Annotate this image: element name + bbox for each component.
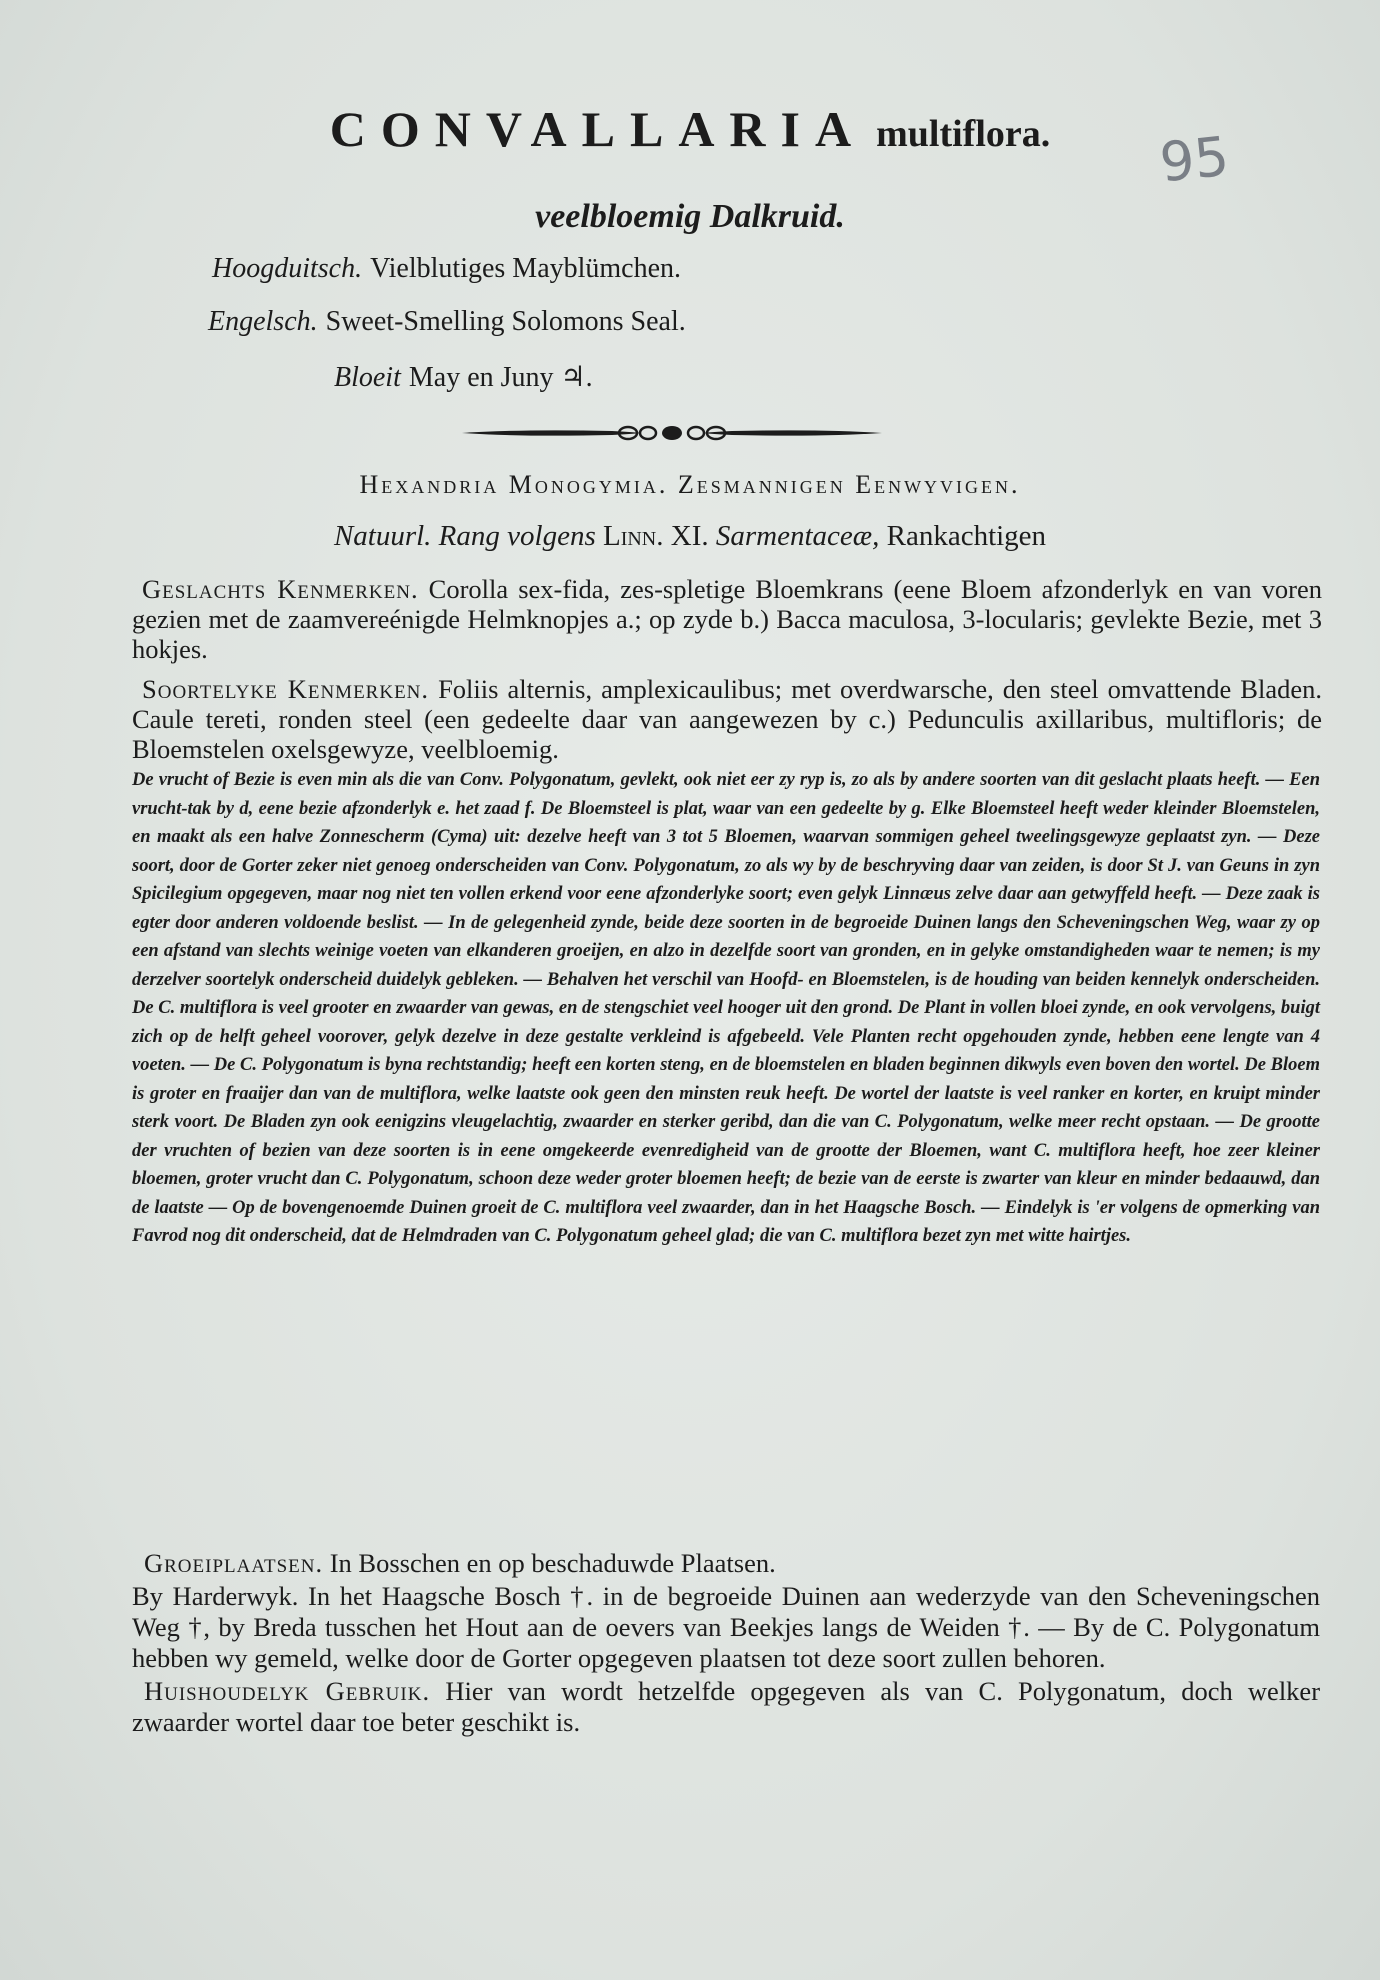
page-title [0, 100, 1380, 158]
common-name-label: Hoogduitsch. [212, 253, 363, 284]
notes-text: De vrucht of Bezie is even min als die van Conv. Polygonatum, gevlekt, ook niet eer zy ryp is, zo als by andere soorten van dit geslacht plaats heeft. — Een vrucht-tak by d, eene bezie afzonderlyk e. het zaad f. De Bloemsteel is plat, waar van een gedeelte by g. Elke Bloemsteel heeft weder kleinder Bloemstelen, en maakt als een halve Zonnescherm (Cyma) uit: dezelve heeft van 3 tot 5 Bloemen, waarvan sommigen geheel tweelingsgewyze geplaatst zyn. — Deze soort, door de Gorter zeker niet genoeg onderscheiden van Conv. Polygonatum, zo als wy by de beschryving daar van zeiden, is door St J. van Geuns in zyn Spicilegium opgegeven, maar nog niet ten vollen erkend voor eene afzonderlyke soort; even gelyk Linnæus zelve daar aan getwyffeld heeft. — Deze zaak is egter door anderen voldoende beslist. — In de gelegenheid zynde, beide deze soorten in de begroeide Duinen langs den Scheveningschen Weg, waar zy op een afstand van slechts weinige voeten van elkanderen groeijen, en alzo in dezelfde soort van gronden, en in gelyke omstandigheden waar te nemen; is my derzelver soortelyk onderscheid duidelyk gebleken. — Behalven het verschil van Hoofd- en Bloemstelen, is de houding van beiden kennelyk onderscheiden. De C. multiflora is veel grooter en zwaarder van gewas, en de stengschiet veel hooger uit den grond. De Plant in vollen bloei zynde, en ook vervolgens, buigt zich op de helft geheel voorover, gelyk dezelve in deze gestalte verkleind is afgebeeld. Vele Planten recht opgehouden zynde, hebben eene lengte van 4 voeten. — De C. Polygonatum is byna rechtstandig; heeft een korten steng, en de bloemstelen en bladen beginnen dikwyls even boven den wortel. De Bloem is groter en fraaijer dan van de multiflora, welke laatste ook geen den minsten reuk heeft. De wortel der laatste is veel ranker en korter, en kruipt minder sterk voort. De Bladen zyn ook eenigzins vleugelachtig, zwaarder en sterker geribd, dan die van C. Polygonatum, welke meer recht opstaan. — De grootte der vruchten of bezien van deze soorten is in eene omgekeerde evenredigheid van de grootte der Bloemen, want C. multiflora heeft, hoe zeer kleiner bloemen, groter vrucht dan C. Polygonatum, schoon deze weder groter bloemen heeft; de bezie van de eerste is zwarter van kleur en minder bedaauwd, dan de laatste — Op de bovengenoemde Duinen groeit de C. multiflora veel zwaarder, dan in het Haagsche Bosch. — Eindelyk is 'er volgens de opmerking van Favrod nog dit onderscheid, dat de Helmdraden van C. Polygonatum geheel glad; die van C. multiflora bezet zyn met witte hairtjes. [132, 770, 1320, 1246]
species-characters [132, 674, 1322, 764]
linnaean-class: Hexandria Monogymia. Zesmannigen Eenwyvigen. [359, 470, 1021, 499]
habitat-and-use [132, 1548, 1320, 1740]
section-text: Hier van wordt hetzelfde opgegeven als van C. Polygonatum, doch welker zwaarder wortel daar toe beter geschikt is. [132, 1676, 1321, 1737]
locations-text: By Harderwyk. In het Haagsche Bosch †. in de begroeide Duinen aan wederzyde van den Scheveningschen Weg †, by Breda tusschen het Hout aan de oevers van Beekjes langs de Weiden †. — By de C. Polygonatum hebben wy gemeld, welke door de Gorter opgegeven plaatsen tot deze soort zullen behoren. [132, 1581, 1320, 1673]
common-name-value: Sweet-Smelling Solomons Seal. [325, 306, 686, 337]
descriptive-notes [132, 766, 1320, 1251]
flowering-value: May en Juny ♃. [408, 362, 593, 393]
dutch-name: veelbloemig Dalkruid. [535, 198, 845, 235]
section-text: Foliis alternis, amplexicaulibus; met overdwarsche, den steel omvattende Bladen. Caule tereti, ronden steel (een gedeelte daar van aangewezen by c.) Pedunculis axillaribus, multifloris; de Bloemstelen oxelsgewyze, veelbloemig. [132, 674, 1322, 764]
section-heading: Geslachts Kenmerken. [142, 574, 419, 604]
locations-paragraph [132, 1581, 1320, 1674]
section-heading: Soortelyke Kenmerken. [142, 674, 430, 704]
ornament-divider [462, 418, 882, 448]
common-name-label: Engelsch. [208, 306, 318, 337]
section-heading: Groeiplaatsen. [144, 1548, 324, 1578]
natural-order [0, 520, 1380, 553]
flowering-label: Bloeit [334, 362, 401, 393]
common-name-english [208, 306, 686, 338]
ordo-number: XI. [670, 520, 709, 552]
ordo-dutch: Rankachtigen [886, 520, 1047, 552]
habitat-paragraph [132, 1548, 1320, 1579]
ordo-prefix: Natuurl. Rang volgens [333, 520, 596, 552]
page-number: 95 [1156, 124, 1232, 195]
ordo-linn: Linn. [602, 520, 664, 552]
species-name: multiflora. [876, 113, 1051, 155]
ordo-family: Sarmentaceæ, [715, 520, 880, 552]
section-heading: Huishoudelyk Gebruik. [144, 1676, 431, 1706]
common-name-value: Vielblutiges Mayblümchen. [370, 253, 682, 284]
common-name-german [212, 253, 681, 285]
flowering-time [334, 360, 593, 394]
genus-characters [132, 574, 1322, 664]
genus-name: CONVALLARIA [329, 101, 867, 157]
section-text: In Bosschen en op beschaduwde Plaatsen. [329, 1548, 776, 1578]
use-paragraph [132, 1676, 1320, 1738]
section-text: Corolla sex-fida, zes-spletige Bloemkrans (eene Bloem afzonderlyk en van voren gezien met de zaamvereénigde Helmknopjes a.; op zyde b.) Bacca maculosa, 3-locularis; gevlekte Bezie, met 3 hokjes. [132, 574, 1322, 664]
